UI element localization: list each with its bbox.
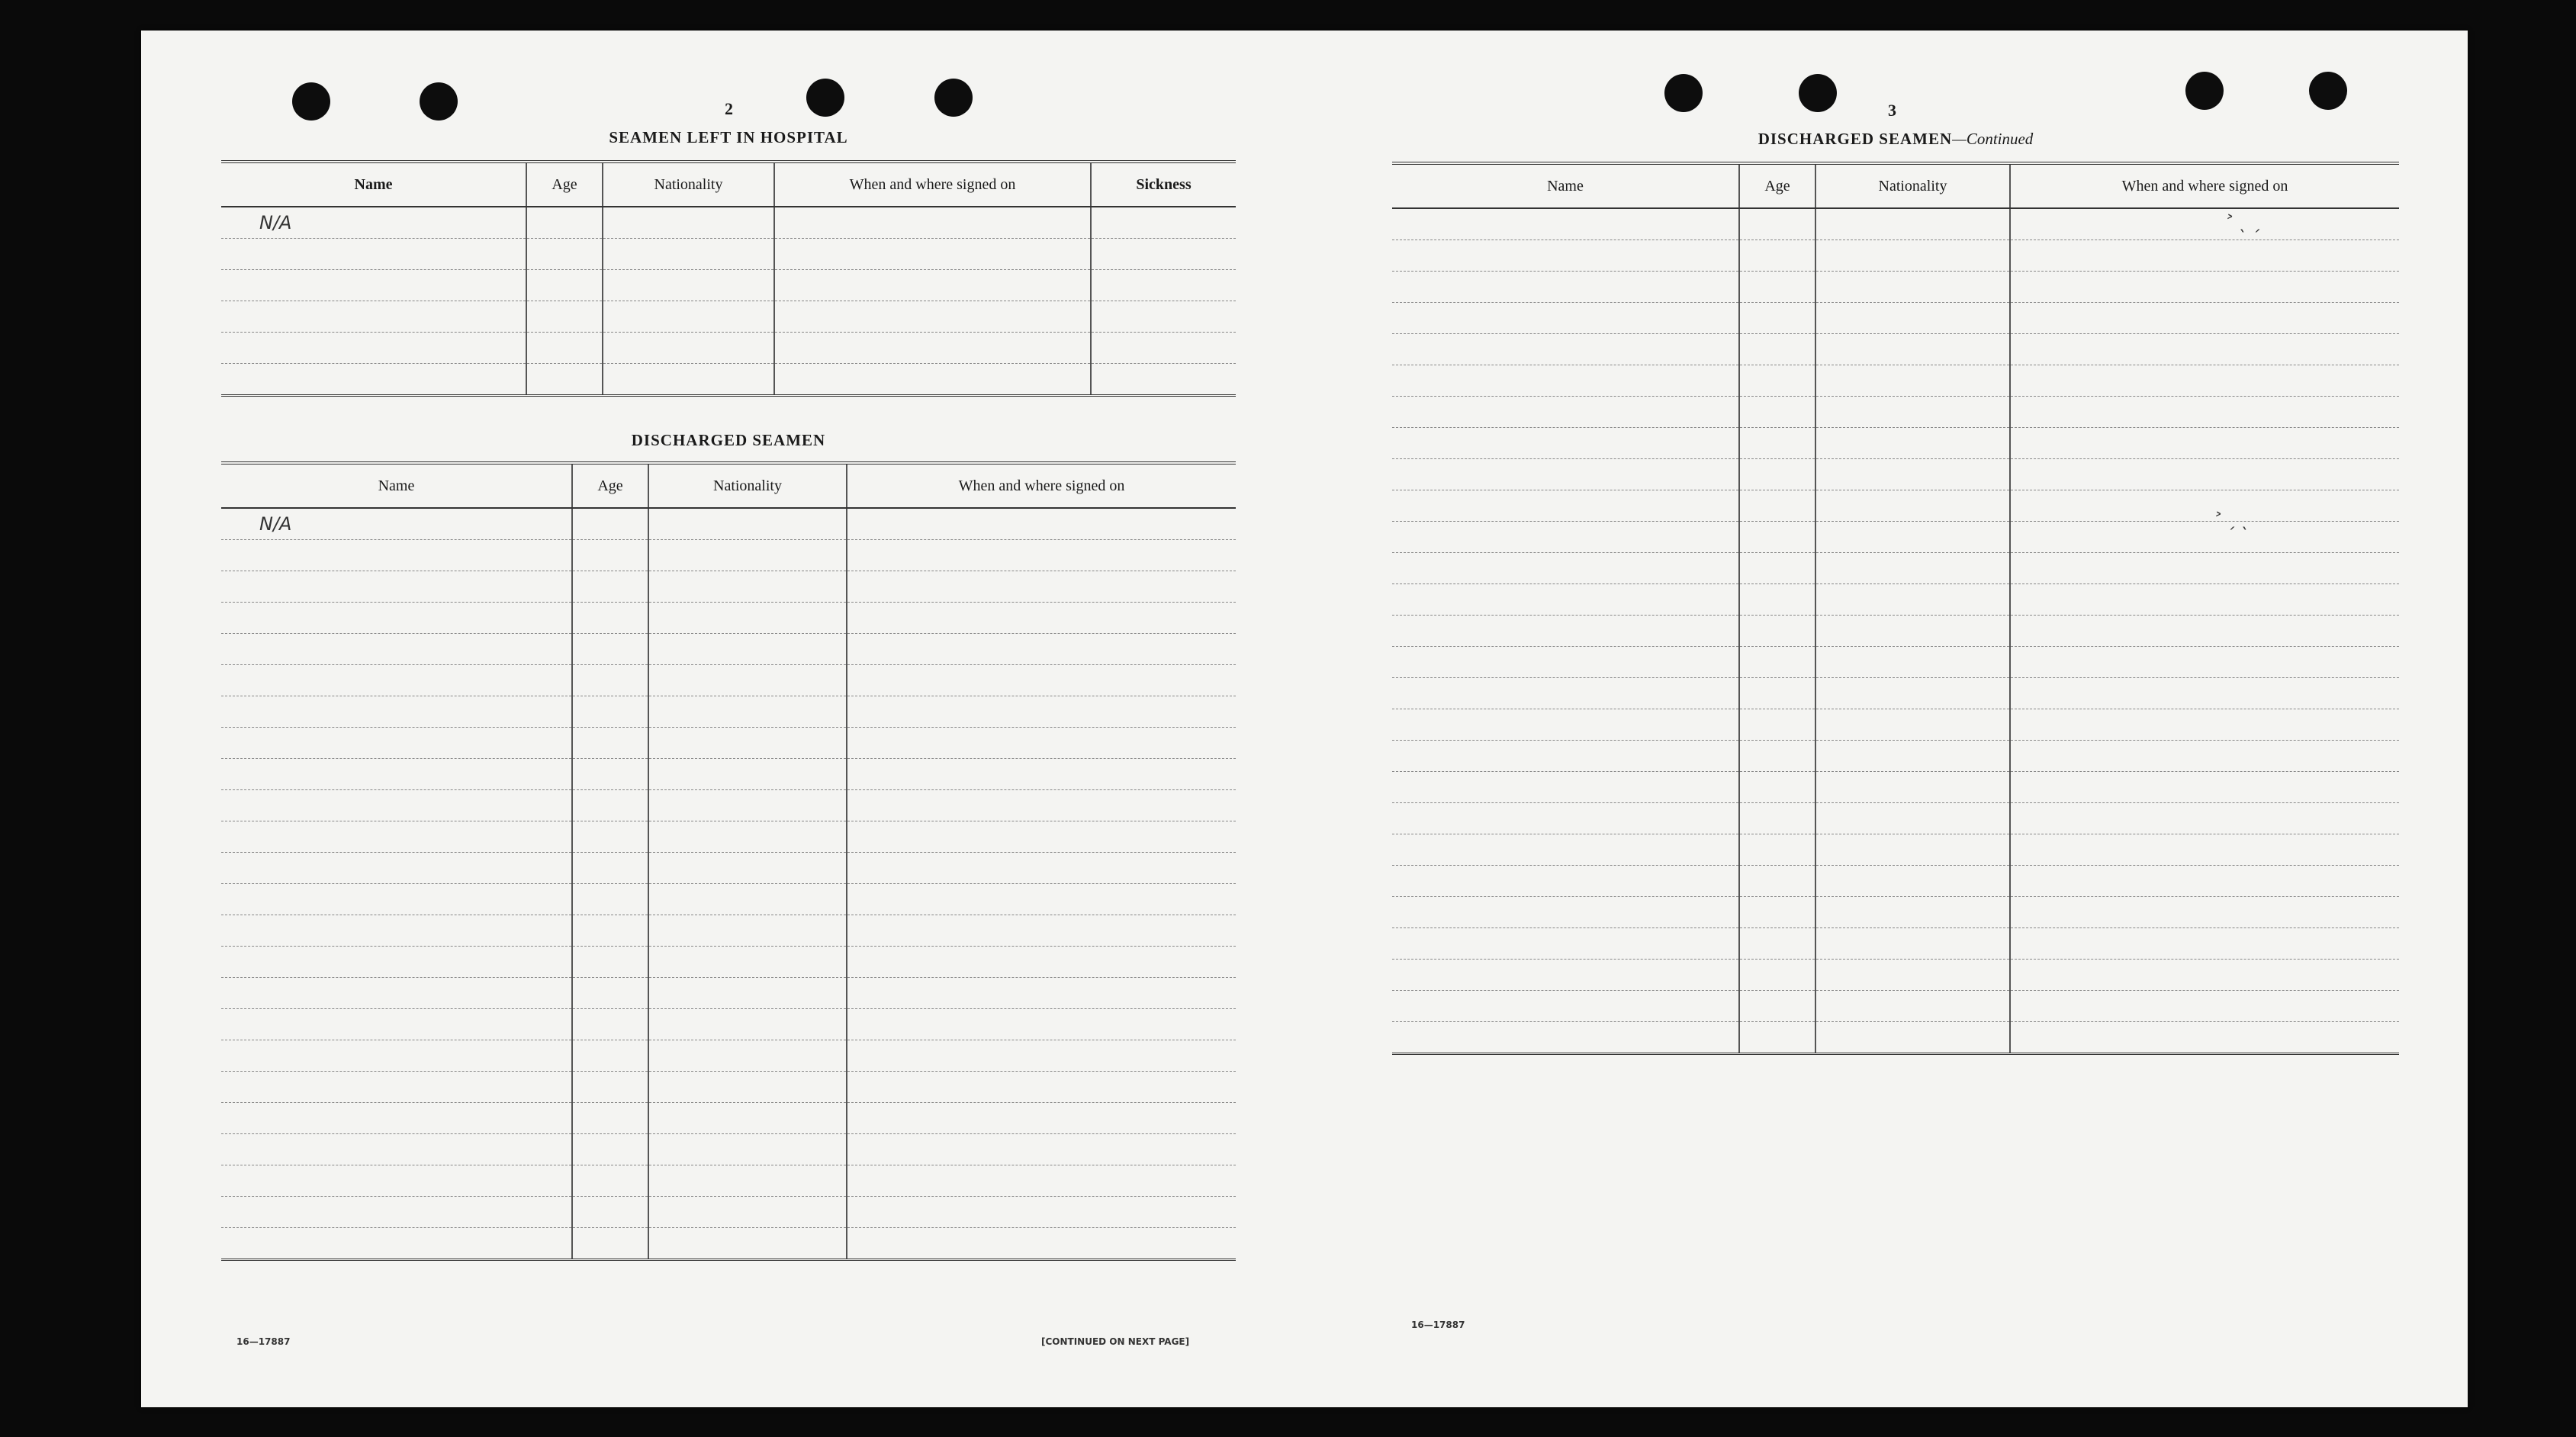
col-header-signed-on: When and where signed on <box>847 463 1236 508</box>
col-header-nationality: Nationality <box>648 463 847 508</box>
col-header-name: Name <box>221 463 572 508</box>
ditto-mark: ˃ ˎ ˏ <box>2224 214 2259 233</box>
punch-hole <box>1799 74 1837 112</box>
hospital-section-title: SEAMEN LEFT IN HOSPITAL <box>609 128 848 146</box>
discharged-table-right <box>1392 162 2399 1055</box>
punch-hole <box>2309 72 2347 110</box>
hospital-table <box>221 160 1236 397</box>
punch-hole <box>1664 74 1703 112</box>
discharged-section-title: DISCHARGED SEAMEN <box>631 431 826 449</box>
discharged-continued-title-suffix: —Continued <box>1952 130 2034 148</box>
punch-hole <box>806 79 844 117</box>
col-header-age: Age <box>1739 163 1815 208</box>
col-header-age: Age <box>526 162 603 207</box>
discharged-continued-title-main: DISCHARGED SEAMEN <box>1758 130 1953 148</box>
hospital-entry: N/A <box>221 207 526 239</box>
col-header-signed-on: When and where signed on <box>774 162 1091 207</box>
col-header-nationality: Nationality <box>1815 163 2010 208</box>
punch-hole <box>292 82 330 121</box>
page-number-left: 2 <box>725 99 733 118</box>
ditto-mark: ˃ ˏ ˎ <box>2212 511 2248 530</box>
discharged-continued-title <box>1392 130 2399 149</box>
col-header-sickness: Sickness <box>1091 162 1236 207</box>
col-header-signed-on: When and where signed on <box>2010 163 2399 208</box>
continued-note: [CONTINUED ON NEXT PAGE] <box>1041 1336 1190 1347</box>
form-number-left: 16—17887 <box>236 1336 291 1347</box>
page-number-right: 3 <box>1888 101 1896 120</box>
punch-hole <box>420 82 458 121</box>
punch-hole <box>2185 72 2224 110</box>
col-header-name: Name <box>221 162 526 207</box>
col-header-name: Name <box>1392 163 1739 208</box>
punch-hole <box>934 79 973 117</box>
form-number-right: 16—17887 <box>1411 1320 1465 1330</box>
discharged-table-left <box>221 461 1236 1261</box>
discharged-entry: N/A <box>221 508 572 540</box>
document-sheet <box>141 31 2468 1407</box>
col-header-nationality: Nationality <box>603 162 774 207</box>
col-header-age: Age <box>572 463 648 508</box>
